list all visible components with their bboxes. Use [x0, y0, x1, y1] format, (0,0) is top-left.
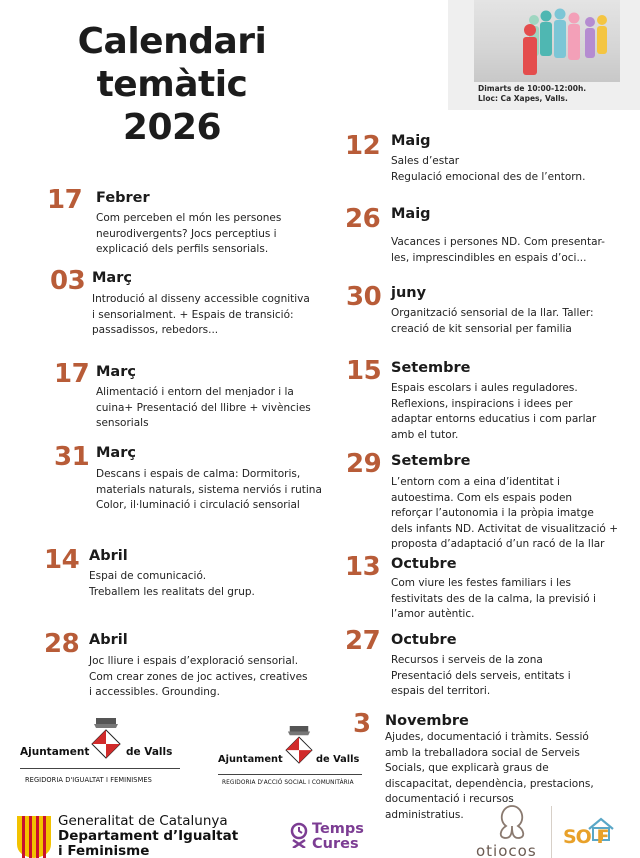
event-day: 13: [345, 552, 381, 582]
generalitat-name: Generalitat de Catalunya: [58, 813, 228, 829]
event-month: Abril: [89, 632, 128, 648]
coat-of-arms-icon: [90, 718, 122, 772]
event-month: Març: [96, 364, 136, 380]
paper-figure-6: [585, 17, 595, 58]
title-line-3: 2026: [122, 107, 222, 148]
paper-people-illustration: [474, 0, 620, 82]
ajuntament-valls-logo-igualtat: [0, 716, 200, 790]
event-month: Setembre: [391, 360, 471, 376]
valls-name: de Valls: [126, 746, 173, 758]
event-day: 15: [346, 356, 382, 386]
event-month: Novembre: [385, 713, 469, 729]
department-name-2: i Feminisme: [58, 843, 150, 858]
event-month: Març: [92, 270, 132, 286]
event-description: Introdució al disseny accessible cognitiva i sensorialment. + Espais de transició: passadissos, rebedors...: [92, 293, 310, 337]
event-month: Febrer: [96, 190, 150, 206]
event-description: Descans i espais de calma: Dormitoris, materials naturals, sistema nerviós i rutina Color, il·luminació i circulació sensorial: [96, 468, 322, 512]
schedule-text: Dimarts de 10:00-12:00h.: [478, 84, 587, 93]
regidoria-name: REGIDORIA D'IGUALTAT I FEMINISMES: [25, 776, 152, 784]
event-month: Octubre: [391, 556, 457, 572]
divider: [218, 774, 362, 775]
ajuntament-name: Ajuntament: [20, 746, 90, 758]
event-description: Com perceben el món les persones neurodivergents? Jocs perceptius i explicació dels perfils sensorials.: [96, 212, 282, 256]
event-description: Recursos i serveis de la zona Presentació dels serveis, entitats i espais del territori.: [391, 654, 571, 698]
page-title: [58, 20, 286, 149]
temps-cures-symbol-icon: [288, 822, 310, 848]
event-month: Setembre: [391, 453, 471, 469]
event-day: 17: [47, 185, 83, 215]
event-day: 14: [44, 545, 80, 575]
event-description: Alimentació i entorn del menjador i la cuina+ Presentació del llibre + vivències sensorials: [96, 386, 311, 430]
event-day: 17: [54, 359, 90, 389]
event-month: Octubre: [391, 632, 457, 648]
event-day: 3: [353, 709, 371, 739]
ajuntament-name: Ajuntament: [218, 754, 283, 765]
coat-of-arms-icon: [284, 726, 314, 776]
event-month: juny: [391, 285, 427, 301]
event-description: Organització sensorial de la llar. Taller: creació de kit sensorial per familia: [391, 307, 594, 335]
event-description: Espais escolars i aules reguladores. Reflexions, inspiracions i idees per adaptar entorns educatius i com parlar amb el tutor.: [391, 382, 597, 441]
title-line-1: Calendari: [77, 21, 267, 62]
event-description: Vacances i persones ND. Com presentar- les, imprescindibles en espais d’oci...: [391, 236, 605, 264]
event-description: Sales d’estar Regulació emocional des de l’entorn.: [391, 155, 586, 183]
photo-caption: [478, 84, 586, 104]
event-day: 26: [345, 204, 381, 234]
event-description: Joc lliure i espais d’exploració sensorial. Com crear zones de joc actives, creatives i accessibles. Grounding.: [89, 655, 308, 699]
regidoria-name: REGIDORIA D'ACCIÓ SOCIAL I COMUNITÀRIA: [222, 780, 354, 786]
paper-figure-3: [523, 24, 537, 75]
ajuntament-valls-logo-accio-social: [214, 716, 374, 800]
title-line-2: temàtic: [96, 64, 248, 105]
paper-figure-5: [568, 13, 580, 61]
event-description: L’entorn com a eina d’identitat i autoestima. Com els espais poden reforçar l’autonomia i la pròpia imatge dels infants ND. Activitat de visualització + proposta d’adaptació d’un racó de la llar: [391, 476, 618, 551]
paper-figures-photo: [474, 0, 620, 82]
valls-name: de Valls: [316, 754, 360, 765]
event-month: Març: [96, 445, 136, 461]
event-day: 12: [345, 131, 381, 161]
paper-figure-7: [597, 15, 607, 54]
divider: [551, 806, 552, 858]
paper-figure-4: [554, 9, 566, 59]
location-text: Lloc: Ca Xapes, Valls.: [478, 94, 568, 103]
event-month: Abril: [89, 548, 128, 564]
event-day: 31: [54, 442, 90, 472]
event-description: Espai de comunicació. Treballem les realitats del grup.: [89, 570, 255, 598]
senyera-shield-icon: [15, 814, 53, 858]
event-month: Maig: [391, 133, 431, 149]
event-description: Com viure les festes familiars i les festivitats des de la calma, la previsió i l’amor autèntic.: [391, 577, 596, 621]
otiocos-knot-icon: [492, 802, 532, 840]
otiocos-name: otiocos: [476, 842, 537, 858]
generalitat-logo-text: [58, 814, 258, 858]
sof-logo: SO F: [563, 826, 609, 848]
event-day: 28: [44, 629, 80, 659]
temps-word: Temps: [312, 821, 364, 837]
event-day: 30: [346, 282, 382, 312]
event-description: Ajudes, documentació i tràmits. Sessió amb la treballadora social de Serveis Socials, que explicarà graus de discapacitat, dependència, prestacions, documentació i recursos administratius.: [385, 731, 594, 821]
department-name: Departament d’Igualtat: [58, 828, 239, 844]
paper-figure-2: [540, 11, 552, 57]
event-day: 03: [50, 266, 86, 296]
event-day: 27: [345, 626, 381, 656]
temps-cures-logo: [312, 822, 364, 852]
event-month: Maig: [391, 206, 431, 222]
divider: [20, 768, 180, 769]
cures-word: Cures: [312, 836, 359, 852]
event-day: 29: [346, 449, 382, 479]
